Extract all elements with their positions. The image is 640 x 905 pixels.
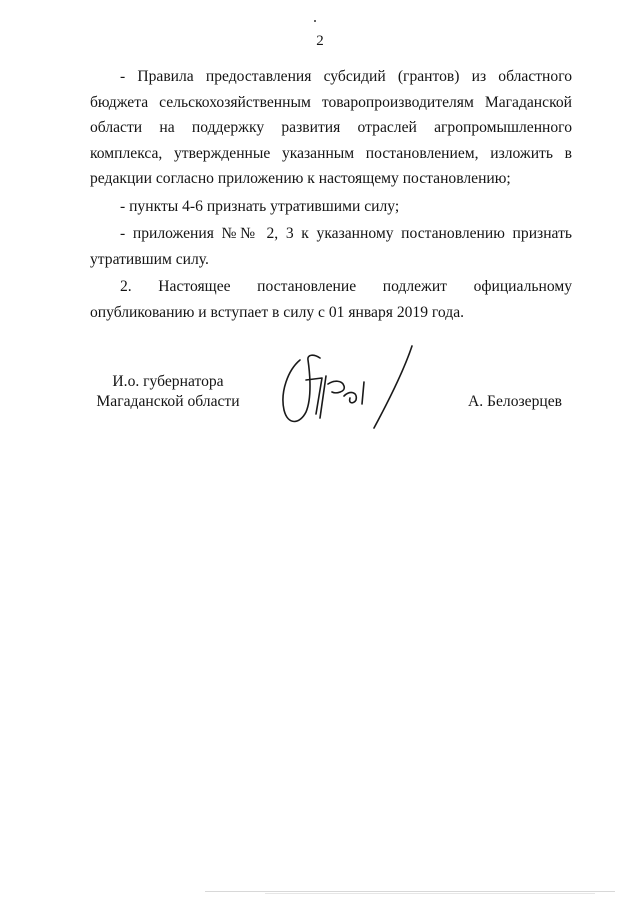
signature-letter-stroke-4 bbox=[344, 393, 356, 403]
page-number: 2 bbox=[316, 33, 324, 49]
signer-position-line1: И.о. губернатора bbox=[112, 373, 224, 390]
handwritten-signature bbox=[270, 340, 430, 450]
signature-letter-stroke-3 bbox=[328, 381, 344, 393]
signer-position bbox=[88, 372, 248, 412]
signer-position-line2: Магаданской области bbox=[96, 393, 240, 410]
scan-edge-line-secondary bbox=[265, 893, 595, 894]
paragraph-rules-amendment: - Правила предоставления субсидий (грантов) из областного бюджета сельскохозяйственным товаропроизводителям Магаданской области на поддержку развития отраслей агропромышленного комплекса, утвержденные указанным постановлением, изложить в редакции согласно приложению к настоящему постановлению; bbox=[90, 68, 572, 187]
signature-letter-stroke-1 bbox=[306, 378, 322, 414]
paragraph-publication: 2. Настоящее постановление подлежит официальному опубликованию и вступает в силу с 01 января 2019 года. bbox=[90, 278, 572, 321]
paragraph-points-repeal: - пункты 4-6 признать утратившими силу; bbox=[120, 197, 400, 215]
scan-edge-line bbox=[205, 891, 615, 892]
signature-loop-stroke bbox=[283, 355, 320, 421]
document-body bbox=[90, 64, 572, 325]
paragraph-appendices-repeal: - приложения №№ 2, 3 к указанному постановлению признать утратившим силу. bbox=[90, 225, 572, 268]
signature-letter-stroke-5 bbox=[362, 382, 364, 404]
signature-block bbox=[0, 372, 640, 452]
signer-name: А. Белозерцев bbox=[468, 393, 563, 410]
scan-dot-mark bbox=[314, 20, 316, 22]
signature-long-slash bbox=[374, 346, 412, 428]
